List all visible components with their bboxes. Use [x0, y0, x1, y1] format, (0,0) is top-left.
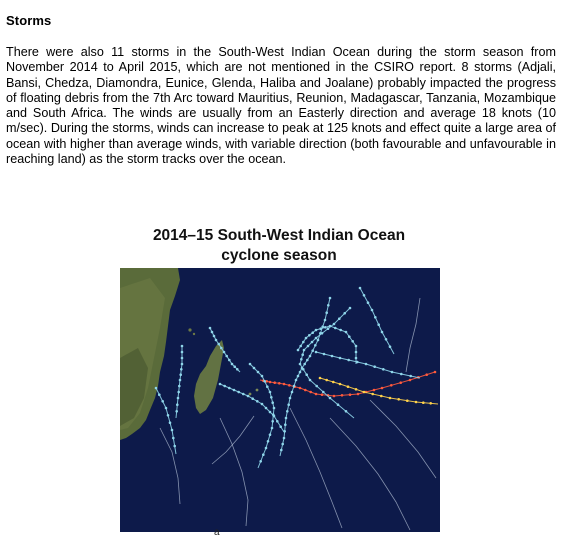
storm-track-point — [385, 338, 388, 341]
figure-title — [116, 226, 442, 266]
storm-track-point — [289, 397, 292, 400]
storm-track-point — [220, 347, 223, 350]
storm-track-point — [329, 297, 332, 300]
storm-track-point — [321, 332, 324, 335]
storm-track-point — [172, 437, 175, 440]
cyclone-track-map — [120, 268, 440, 532]
storm-track-point — [357, 393, 360, 396]
storm-track-point — [389, 345, 392, 348]
storm-track-point — [355, 345, 358, 348]
storm-track-point — [269, 381, 272, 384]
storm-track-point — [228, 359, 231, 362]
storm-track-point — [308, 334, 311, 337]
storm-track-point — [304, 389, 307, 392]
storm-track-point — [347, 385, 350, 388]
storm-track-point — [262, 453, 265, 456]
storm-track-point — [269, 391, 272, 394]
section-heading: Storms — [6, 13, 52, 28]
storm-track-point — [213, 335, 216, 338]
storm-track-point — [299, 345, 302, 348]
storm-track-point — [315, 329, 318, 332]
mauritius-island — [256, 389, 259, 392]
storm-track-point — [249, 363, 252, 366]
storm-track-point — [231, 363, 234, 366]
storm-track-point — [177, 391, 180, 394]
storm-track-point — [311, 331, 314, 334]
storm-track-point — [425, 373, 428, 376]
storm-track-point — [237, 391, 240, 394]
storm-track-point — [297, 375, 300, 378]
storm-track-point — [333, 395, 336, 398]
storm-track-point — [256, 400, 259, 403]
storm-track-point — [323, 353, 326, 356]
storm-track-point — [400, 373, 403, 376]
storm-track-point — [169, 421, 172, 424]
storm-track-point — [293, 385, 296, 388]
storm-track-point — [399, 381, 402, 384]
storm-track-point — [299, 363, 302, 366]
storm-track-point — [233, 389, 236, 392]
storm-track-point — [223, 385, 226, 388]
storm-track-point — [365, 363, 368, 366]
storm-track-point — [181, 351, 184, 354]
storm-track-point — [339, 383, 342, 386]
section-paragraph: There were also 11 storms in the South-West Indian Ocean during the storm season from November 2014 to April 2015, which are not mentioned in the CSIRO report. 8 storms (Adjali, Bansi, Chedza, Diamondra, Eunice, Glenda, Haliba and Joalane) probably impacted the progress of floating debris from the 7th Arc toward Mauritius, Reunion, Madagascar, Tanzania, Mozambique and South Africa. The winds are usually from an Easterly direction and average 18 knots (10 m/sec). During the storms, winds can increase to peak at 125 knots and effect quite a large area of ocean with higher than average winds, with variable direction (both favourable and unfavourable in reaching land) as the storm tracks over the ocean. — [6, 45, 556, 167]
storm-track-point — [429, 402, 432, 405]
storm-track-point — [178, 385, 181, 388]
storm-track-point — [181, 345, 184, 348]
storm-track-point — [233, 365, 236, 368]
reunion-island — [249, 393, 252, 396]
storm-track-point — [217, 343, 220, 346]
storm-track-point — [334, 327, 337, 330]
storm-track-point — [382, 368, 385, 371]
storm-track-point — [321, 393, 324, 396]
storm-track-point — [324, 326, 327, 329]
storm-track-point — [397, 398, 400, 401]
storm-track-point — [247, 395, 250, 398]
storm-track-point — [355, 388, 358, 391]
storm-track-point — [259, 460, 262, 463]
storm-track-point — [345, 331, 348, 334]
cyclone-season-figure — [116, 221, 442, 535]
storm-track-point — [271, 427, 274, 430]
storm-track-point — [278, 382, 281, 385]
storm-track-point — [267, 440, 270, 443]
storm-track-point — [339, 329, 342, 332]
storm-track-point — [415, 401, 418, 404]
storm-track-point — [288, 384, 291, 387]
storm-track-point — [389, 397, 392, 400]
storm-track-point — [373, 389, 376, 392]
storm-track-point — [329, 397, 332, 400]
storm-track-point — [155, 387, 158, 390]
storm-track-point — [348, 335, 351, 338]
storm-track-point — [305, 337, 308, 340]
storm-track-point — [273, 415, 276, 418]
storm-track-point — [297, 349, 300, 352]
storm-track-point — [302, 341, 305, 344]
storm-track-point — [303, 349, 306, 352]
storm-track-point — [374, 316, 377, 319]
storm-track-point — [295, 379, 298, 382]
storm-track-point — [285, 417, 288, 420]
storm-track-point — [251, 397, 254, 400]
storm-track-point — [355, 351, 358, 354]
storm-track-point — [325, 311, 328, 314]
storm-track-point — [303, 363, 306, 366]
storm-track-point — [327, 304, 330, 307]
storm-track-point — [315, 337, 318, 340]
storm-track-point — [309, 391, 312, 394]
storm-track-point — [367, 301, 370, 304]
storm-track-point — [311, 341, 314, 344]
comoros-island — [188, 328, 191, 331]
storm-track-point — [269, 433, 272, 436]
storm-track-point — [161, 400, 164, 403]
storm-track-point — [273, 381, 276, 384]
storm-track-point — [177, 397, 180, 400]
storm-track-point — [280, 449, 283, 452]
storm-track-point — [371, 309, 374, 312]
storm-track-point — [261, 403, 264, 406]
storm-track-point — [329, 325, 332, 328]
storm-track-point — [317, 339, 320, 342]
storm-track-point — [286, 410, 289, 413]
figure-title-line1: 2014–15 South-West Indian Ocean — [152, 227, 406, 244]
storm-track-point — [338, 317, 341, 320]
storm-track-point — [276, 420, 279, 423]
storm-track-point — [363, 294, 366, 297]
storm-track-point — [209, 327, 212, 330]
storm-track-point — [271, 401, 274, 404]
storm-track-point — [380, 395, 383, 398]
storm-track-point — [171, 429, 174, 432]
storm-track-point — [377, 323, 380, 326]
storm-track-point — [406, 399, 409, 402]
storm-track-point — [349, 393, 352, 396]
storm-track-point — [319, 327, 322, 330]
storm-track-point — [236, 368, 239, 371]
storm-track-point — [371, 393, 374, 396]
storm-track-point — [271, 420, 274, 423]
storm-track-point — [300, 358, 303, 361]
storm-track-point — [422, 401, 425, 404]
storm-track-point — [265, 407, 268, 410]
storm-track-point — [325, 379, 328, 382]
storm-track-point — [283, 383, 286, 386]
comoros-island — [193, 333, 195, 335]
storm-track-point — [306, 359, 309, 362]
storm-track-point — [409, 379, 412, 382]
storm-track-point — [355, 357, 358, 360]
storm-track-point — [327, 327, 330, 330]
storm-track-point — [299, 387, 302, 390]
storm-track-point — [315, 385, 318, 388]
storm-track-point — [363, 391, 366, 394]
storm-track-point — [219, 383, 222, 386]
storm-track-point — [181, 363, 184, 366]
storm-track-point — [223, 351, 226, 354]
storm-track-point — [273, 407, 276, 410]
storm-track-point — [307, 345, 310, 348]
storm-track-point — [315, 393, 318, 396]
storm-track-point — [215, 339, 218, 342]
storm-track-point — [242, 393, 245, 396]
storm-track-point — [179, 373, 182, 376]
storm-track-point — [291, 391, 294, 394]
storm-track-point — [314, 344, 317, 347]
storm-track-point — [301, 353, 304, 356]
storm-track-point — [305, 373, 308, 376]
storm-track-point — [319, 377, 322, 380]
storm-track-point — [309, 355, 312, 358]
storm-track-point — [266, 385, 269, 388]
storm-track-point — [225, 355, 228, 358]
storm-track-point — [347, 359, 350, 362]
storm-track-point — [299, 371, 302, 374]
storm-track-point — [265, 447, 268, 450]
storm-track-point — [322, 391, 325, 394]
storm-track-point — [333, 323, 336, 326]
storm-track-point — [287, 403, 290, 406]
figure-title-line2: cyclone season — [221, 247, 337, 264]
storm-track-point — [331, 355, 334, 358]
storm-track-point — [270, 396, 273, 399]
storm-track-point — [211, 331, 214, 334]
storm-track-point — [381, 387, 384, 390]
storm-track-point — [359, 287, 362, 290]
storm-track-point — [173, 445, 176, 448]
storm-track-point — [283, 437, 286, 440]
storm-track-point — [391, 371, 394, 374]
storm-track-point — [253, 367, 256, 370]
storm-track-point — [167, 414, 170, 417]
storm-track-point — [390, 384, 393, 387]
storm-track-point — [309, 379, 312, 382]
storm-track-point — [179, 379, 182, 382]
storm-track-point — [341, 394, 344, 397]
storm-track-point — [263, 380, 266, 383]
storm-track-point — [284, 423, 287, 426]
storm-track-point — [257, 371, 260, 374]
storm-track-point — [381, 331, 384, 334]
storm-track-point — [332, 381, 335, 384]
storm-track-point — [373, 365, 376, 368]
page-mark: a — [214, 527, 220, 538]
storm-track-point — [351, 340, 354, 343]
storm-track-point — [345, 410, 348, 413]
storm-track-point — [261, 375, 264, 378]
storm-track-point — [324, 319, 327, 322]
storm-track-point — [349, 307, 352, 310]
storm-track-point — [337, 403, 340, 406]
storm-track-point — [158, 393, 161, 396]
storm-track-point — [175, 410, 178, 413]
storm-track-point — [311, 349, 314, 352]
storm-track-point — [281, 443, 284, 446]
storm-track-point — [279, 425, 282, 428]
storm-track-point — [269, 411, 272, 414]
storm-track-point — [343, 312, 346, 315]
storm-track-point — [339, 357, 342, 360]
storm-track-point — [176, 403, 179, 406]
storm-track-point — [409, 375, 412, 378]
storm-track-point — [434, 371, 437, 374]
storm-track-point — [228, 387, 231, 390]
storm-track-point — [315, 351, 318, 354]
storm-track-point — [165, 407, 168, 410]
storm-track-point — [181, 357, 184, 360]
storm-track-point — [302, 368, 305, 371]
storm-track-point — [180, 368, 183, 371]
